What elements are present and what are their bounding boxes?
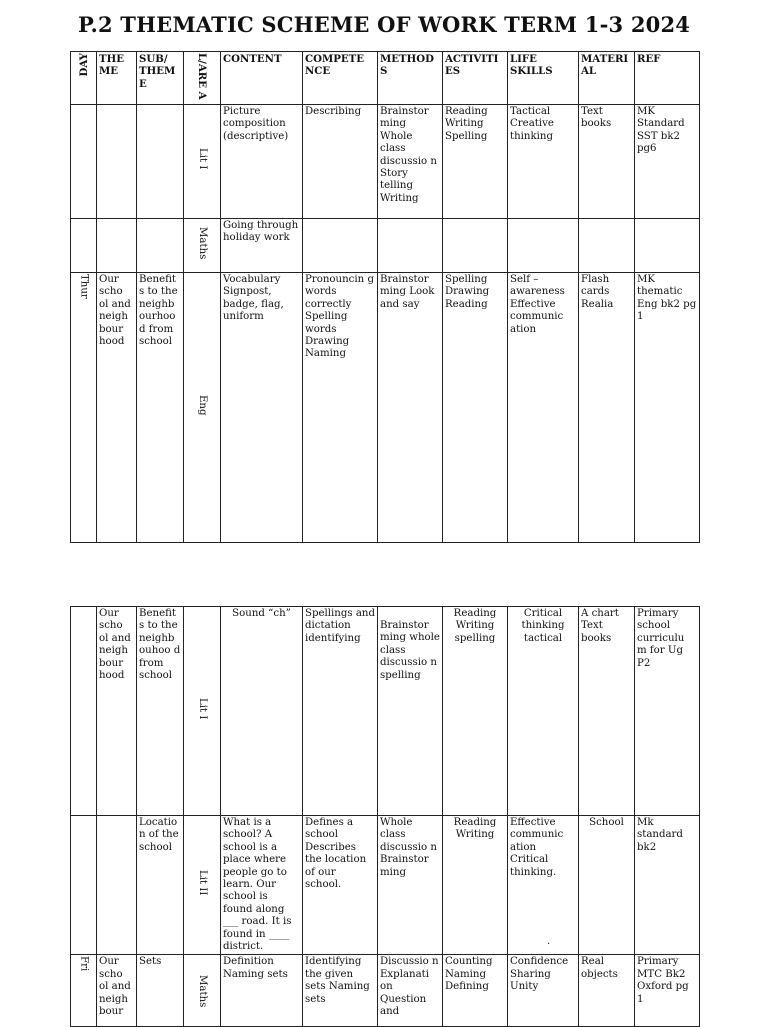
- cell-life-skills: Tactical Creative thinking: [508, 104, 579, 218]
- table-row: [71, 272, 700, 542]
- cell-day: Thur: [71, 272, 97, 542]
- cell-learning-area: Lit I: [184, 104, 221, 218]
- header-day: DAY: [71, 52, 97, 105]
- cell-ref: MK thematic Eng bk2 pg 1: [635, 272, 700, 542]
- cell-competence: Defines a school Describes the location of our school.: [303, 816, 378, 955]
- cell-learning-area: Lit I: [184, 607, 221, 816]
- cell-materials: Text books: [579, 104, 635, 218]
- table-row: [71, 955, 700, 1027]
- cell-materials: [579, 218, 635, 272]
- cell-activities: Reading Writing Spelling: [443, 104, 508, 218]
- page-title: P.2 THEMATIC SCHEME OF WORK TERM 1-3 2024: [77, 12, 691, 37]
- cell-subtheme: Benefit s to the neighb ouhoo d from school: [137, 607, 184, 816]
- cell-competence: Pronouncin g words correctly Spelling words Drawing Naming: [303, 272, 378, 542]
- header-life-skills: LIFE SKILLS: [508, 52, 579, 105]
- table-row: [71, 607, 700, 816]
- cell-subtheme: [137, 104, 184, 218]
- cell-subtheme: Sets: [137, 955, 184, 1027]
- cell-materials: School: [579, 816, 635, 955]
- cell-day: [71, 104, 97, 218]
- cell-activities: Spelling Drawing Reading: [443, 272, 508, 542]
- cell-learning-area: Lit II: [184, 816, 221, 955]
- cell-activities: Reading Writing spelling: [443, 607, 508, 816]
- cell-content: Sound “ch”: [221, 607, 303, 816]
- cell-subtheme: Locatio n of the school: [137, 816, 184, 955]
- scheme-table-2: [70, 606, 700, 1027]
- cell-day: [71, 816, 97, 955]
- header-subtheme: SUB/ THEM E: [137, 52, 184, 105]
- cell-ref: Primary MTC Bk2 Oxford pg 1: [635, 955, 700, 1027]
- cell-competence: Spellings and dictation identifying: [303, 607, 378, 816]
- scheme-table-1: [70, 51, 700, 543]
- cell-ref: [635, 218, 700, 272]
- header-learning-area: L/ARE A: [184, 52, 221, 105]
- cell-methods: Brainstor ming Whole class discussio n Story telling Writing: [378, 104, 443, 218]
- stray-dot: .: [547, 936, 551, 947]
- cell-methods: [378, 218, 443, 272]
- cell-life-skills: Self – awareness Effective communic ation: [508, 272, 579, 542]
- cell-methods: Brainstor ming whole class discussio n spelling: [378, 607, 443, 816]
- cell-learning-area: Maths: [184, 955, 221, 1027]
- header-methods: METHOD S: [378, 52, 443, 105]
- cell-activities: [443, 218, 508, 272]
- cell-theme: [97, 218, 137, 272]
- header-ref: REF: [635, 52, 700, 105]
- cell-methods: Brainstor ming Look and say: [378, 272, 443, 542]
- cell-theme: [97, 816, 137, 955]
- cell-materials: A chart Text books: [579, 607, 635, 816]
- cell-activities: Reading Writing: [443, 816, 508, 955]
- table-row: [71, 104, 700, 218]
- cell-subtheme: Benefit s to the neighb ourhoo d from school: [137, 272, 184, 542]
- cell-learning-area: Eng: [184, 272, 221, 542]
- cell-materials: Real objects: [579, 955, 635, 1027]
- cell-content: Vocabulary Signpost, badge, flag, uniform: [221, 272, 303, 542]
- header-materials: MATERI AL: [579, 52, 635, 105]
- cell-life-skills: Confidence Sharing Unity: [508, 955, 579, 1027]
- header-content: CONTENT: [221, 52, 303, 105]
- table-row: [71, 816, 700, 955]
- header-competence: COMPETE NCE: [303, 52, 378, 105]
- cell-content: Definition Naming sets: [221, 955, 303, 1027]
- cell-methods: Whole class discussio n Brainstor ming: [378, 816, 443, 955]
- cell-day: [71, 218, 97, 272]
- cell-day: [71, 607, 97, 816]
- cell-life-skills: Effective communic ation Critical thinking.: [508, 816, 579, 955]
- header-theme: THE ME: [97, 52, 137, 105]
- cell-competence: Identifying the given sets Naming sets: [303, 955, 378, 1027]
- cell-content: Going through holiday work: [221, 218, 303, 272]
- cell-learning-area: Maths: [184, 218, 221, 272]
- cell-activities: Counting Naming Defining: [443, 955, 508, 1027]
- cell-competence: [303, 218, 378, 272]
- cell-ref: MK Standard SST bk2 pg6: [635, 104, 700, 218]
- cell-theme: [97, 104, 137, 218]
- cell-competence: Describing: [303, 104, 378, 218]
- cell-life-skills: [508, 218, 579, 272]
- cell-content: What is a school? A school is a place where people go to learn. Our school is found along ___ road. It is found in ____ district.: [221, 816, 303, 955]
- cell-content: Picture composition (descriptive): [221, 104, 303, 218]
- cell-theme: Our scho ol and neigh bour: [97, 955, 137, 1027]
- cell-life-skills: Critical thinking tactical: [508, 607, 579, 816]
- cell-day: Fri: [71, 955, 97, 1027]
- cell-ref: Mk standard bk2: [635, 816, 700, 955]
- cell-materials: Flash cards Realia: [579, 272, 635, 542]
- cell-ref: Primary school curriculu m for Ug P2: [635, 607, 700, 816]
- cell-methods: Discussio n Explanati on Question and: [378, 955, 443, 1027]
- cell-theme: Our scho ol and neigh bour hood: [97, 607, 137, 816]
- cell-subtheme: [137, 218, 184, 272]
- table-row: [71, 218, 700, 272]
- header-row: [71, 52, 700, 105]
- header-activities: ACTIVITI ES: [443, 52, 508, 105]
- cell-theme: Our scho ol and neigh bour hood: [97, 272, 137, 542]
